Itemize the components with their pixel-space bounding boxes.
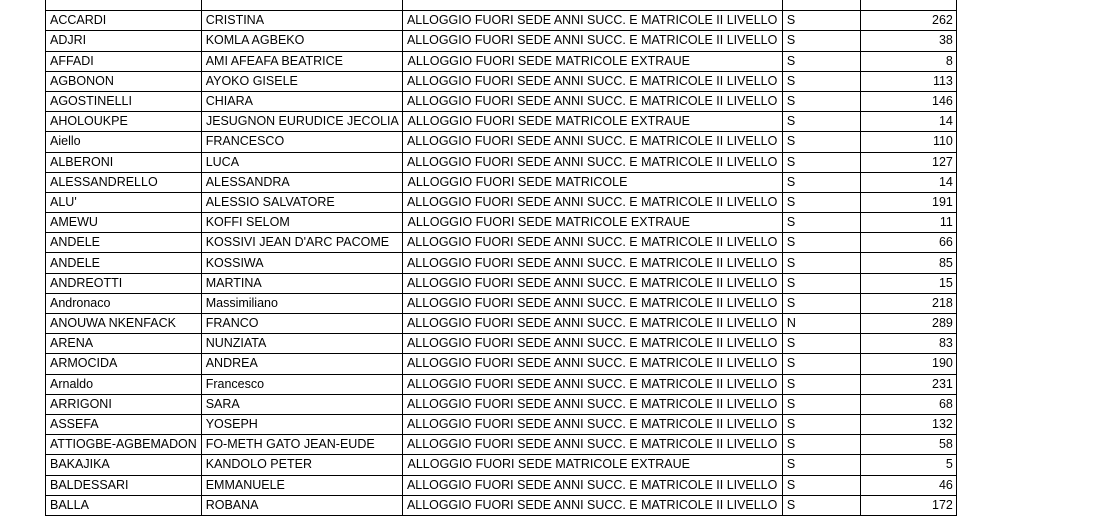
surname-cell: ASSEFA [46,414,202,434]
flag-cell: S [782,273,860,293]
flag-cell: S [782,435,860,455]
table-row [46,435,957,455]
value-cell: 132 [860,414,956,434]
surname-cell: AHOLOUKPE [46,112,202,132]
flag-cell: S [782,172,860,192]
value-cell: 190 [860,354,956,374]
first-name-cell: ALESSIO SALVATORE [201,192,403,212]
flag-cell: S [782,31,860,51]
value-cell: 66 [860,233,956,253]
value-cell: 83 [860,334,956,354]
value-cell: 14 [860,112,956,132]
description-cell: ALLOGGIO FUORI SEDE ANNI SUCC. E MATRICOLE II LIVELLO [403,495,782,515]
first-name-cell: KOFFI SELOM [201,213,403,233]
table-row [46,71,957,91]
table-row [46,455,957,475]
first-name-cell: LUCA [201,152,403,172]
table-row [46,152,957,172]
value-cell: 15 [860,273,956,293]
surname-cell: Andronaco [46,293,202,313]
first-name-cell: CHIARA [201,91,403,111]
surname-cell: ARENA [46,334,202,354]
beneficiaries-table [45,0,957,516]
table-row [46,314,957,334]
description-cell: ALLOGGIO FUORI SEDE ANNI SUCC. E MATRICOLE II LIVELLO [403,152,782,172]
value-cell: 68 [860,394,956,414]
value-cell: 127 [860,152,956,172]
flag-cell: S [782,374,860,394]
flag-cell: S [782,112,860,132]
description-cell: ALLOGGIO FUORI SEDE ANNI SUCC. E MATRICOLE II LIVELLO [403,11,782,31]
flag-cell: S [782,233,860,253]
flag-cell: S [782,253,860,273]
description-cell: ALLOGGIO FUORI SEDE ANNI SUCC. E MATRICOLE II LIVELLO [403,293,782,313]
first-name-cell: KOSSIWA [201,253,403,273]
surname-cell: AFFADI [46,51,202,71]
value-cell: 85 [860,253,956,273]
description-cell: ALLOGGIO FUORI SEDE ANNI SUCC. E MATRICOLE II LIVELLO [403,91,782,111]
value-cell: 58 [860,435,956,455]
value-cell: 38 [860,31,956,51]
table-row [46,213,957,233]
surname-cell: Arnaldo [46,374,202,394]
first-name-cell: FO-METH GATO JEAN-EUDE [201,435,403,455]
value-cell: 172 [860,495,956,515]
value-cell: 5 [860,455,956,475]
flag-cell: S [782,91,860,111]
first-name-cell: KANDOLO PETER [201,455,403,475]
table-row [46,475,957,495]
flag-cell: S [782,71,860,91]
description-cell: ALLOGGIO FUORI SEDE ANNI SUCC. E MATRICOLE II LIVELLO [403,435,782,455]
surname-cell: ANDREOTTI [46,273,202,293]
table-row [46,354,957,374]
surname-cell: ALESSANDRELLO [46,172,202,192]
description-cell: ALLOGGIO FUORI SEDE MATRICOLE EXTRAUE [403,455,782,475]
surname-cell: ATTIOGBE-AGBEMADON [46,435,202,455]
flag-cell [782,0,860,11]
first-name-cell: AMI AFEAFA BEATRICE [201,51,403,71]
description-cell: ALLOGGIO FUORI SEDE ANNI SUCC. E MATRICOLE II LIVELLO [403,192,782,212]
surname-cell: BALLA [46,495,202,515]
flag-cell: S [782,213,860,233]
description-cell: ALLOGGIO FUORI SEDE ANNI SUCC. E MATRICOLE II LIVELLO [403,314,782,334]
surname-cell: ACCARDI [46,11,202,31]
surname-cell: AGOSTINELLI [46,91,202,111]
value-cell: 231 [860,374,956,394]
first-name-cell: AYOKO GISELE [201,71,403,91]
table-row [46,273,957,293]
value-cell: 146 [860,91,956,111]
table-row [46,253,957,273]
value-cell: 46 [860,475,956,495]
value-cell: 11 [860,213,956,233]
table-row [46,91,957,111]
flag-cell: S [782,414,860,434]
surname-cell: Aiello [46,132,202,152]
value-cell: 14 [860,172,956,192]
description-cell: ALLOGGIO FUORI SEDE ANNI SUCC. E MATRICOLE II LIVELLO [403,334,782,354]
value-cell: 218 [860,293,956,313]
surname-cell: ARMOCIDA [46,354,202,374]
description-cell: ALLOGGIO FUORI SEDE MATRICOLE EXTRAUE [403,51,782,71]
surname-cell: ANDELE [46,233,202,253]
table-row [46,172,957,192]
flag-cell: S [782,293,860,313]
surname-cell: ALBERONI [46,152,202,172]
description-cell: ALLOGGIO FUORI SEDE ANNI SUCC. E MATRICOLE II LIVELLO [403,414,782,434]
description-cell: ALLOGGIO FUORI SEDE MATRICOLE [403,172,782,192]
flag-cell: S [782,394,860,414]
flag-cell: S [782,11,860,31]
value-cell: 113 [860,71,956,91]
table-body [46,0,957,515]
description-cell: ALLOGGIO FUORI SEDE ANNI SUCC. E MATRICOLE II LIVELLO [403,354,782,374]
table-row [46,233,957,253]
table-row [46,0,957,11]
table-row [46,414,957,434]
description-cell: ALLOGGIO FUORI SEDE MATRICOLE EXTRAUE [403,112,782,132]
description-cell: ALLOGGIO FUORI SEDE MATRICOLE EXTRAUE [403,213,782,233]
table-row [46,192,957,212]
table-row [46,293,957,313]
value-cell [860,0,956,11]
first-name-cell: ANDREA [201,354,403,374]
first-name-cell: JESUGNON EURUDICE JECOLIA [201,112,403,132]
description-cell: ALLOGGIO FUORI SEDE ANNI SUCC. E MATRICOLE II LIVELLO [403,273,782,293]
description-cell: ALLOGGIO FUORI SEDE ANNI SUCC. E MATRICOLE II LIVELLO [403,233,782,253]
table-row [46,394,957,414]
first-name-cell: ROBANA [201,495,403,515]
description-cell: ALLOGGIO FUORI SEDE ANNI SUCC. E MATRICOLE II LIVELLO [403,475,782,495]
first-name-cell: Francesco [201,374,403,394]
flag-cell: S [782,51,860,71]
first-name-cell: YOSEPH [201,414,403,434]
surname-cell: AGBONON [46,71,202,91]
table-row [46,51,957,71]
flag-cell: S [782,334,860,354]
description-cell: ALLOGGIO FUORI SEDE ANNI SUCC. E MATRICOLE II LIVELLO [403,374,782,394]
surname-cell: BALDESSARI [46,475,202,495]
description-cell [403,0,782,11]
description-cell: ALLOGGIO FUORI SEDE ANNI SUCC. E MATRICOLE II LIVELLO [403,71,782,91]
first-name-cell [201,0,403,11]
table-row [46,31,957,51]
flag-cell: S [782,132,860,152]
flag-cell: S [782,192,860,212]
first-name-cell: KOSSIVI JEAN D'ARC PACOME [201,233,403,253]
surname-cell: ANOUWA NKENFACK [46,314,202,334]
value-cell: 8 [860,51,956,71]
surname-cell: BAKAJIKA [46,455,202,475]
value-cell: 289 [860,314,956,334]
description-cell: ALLOGGIO FUORI SEDE ANNI SUCC. E MATRICOLE II LIVELLO [403,31,782,51]
value-cell: 262 [860,11,956,31]
flag-cell: S [782,455,860,475]
first-name-cell: KOMLA AGBEKO [201,31,403,51]
description-cell: ALLOGGIO FUORI SEDE ANNI SUCC. E MATRICOLE II LIVELLO [403,394,782,414]
surname-cell: ARRIGONI [46,394,202,414]
flag-cell: S [782,475,860,495]
surname-cell [46,0,202,11]
description-cell: ALLOGGIO FUORI SEDE ANNI SUCC. E MATRICOLE II LIVELLO [403,132,782,152]
first-name-cell: FRANCESCO [201,132,403,152]
table-row [46,495,957,515]
table-row [46,374,957,394]
description-cell: ALLOGGIO FUORI SEDE ANNI SUCC. E MATRICOLE II LIVELLO [403,253,782,273]
table-row [46,132,957,152]
table-row [46,334,957,354]
first-name-cell: MARTINA [201,273,403,293]
first-name-cell: Massimiliano [201,293,403,313]
flag-cell: S [782,495,860,515]
value-cell: 191 [860,192,956,212]
surname-cell: ALU' [46,192,202,212]
first-name-cell: SARA [201,394,403,414]
first-name-cell: CRISTINA [201,11,403,31]
surname-cell: AMEWU [46,213,202,233]
surname-cell: ADJRI [46,31,202,51]
flag-cell: S [782,152,860,172]
value-cell: 110 [860,132,956,152]
table-row [46,112,957,132]
first-name-cell: EMMANUELE [201,475,403,495]
first-name-cell: NUNZIATA [201,334,403,354]
first-name-cell: FRANCO [201,314,403,334]
table-row [46,11,957,31]
flag-cell: S [782,354,860,374]
first-name-cell: ALESSANDRA [201,172,403,192]
surname-cell: ANDELE [46,253,202,273]
flag-cell: N [782,314,860,334]
